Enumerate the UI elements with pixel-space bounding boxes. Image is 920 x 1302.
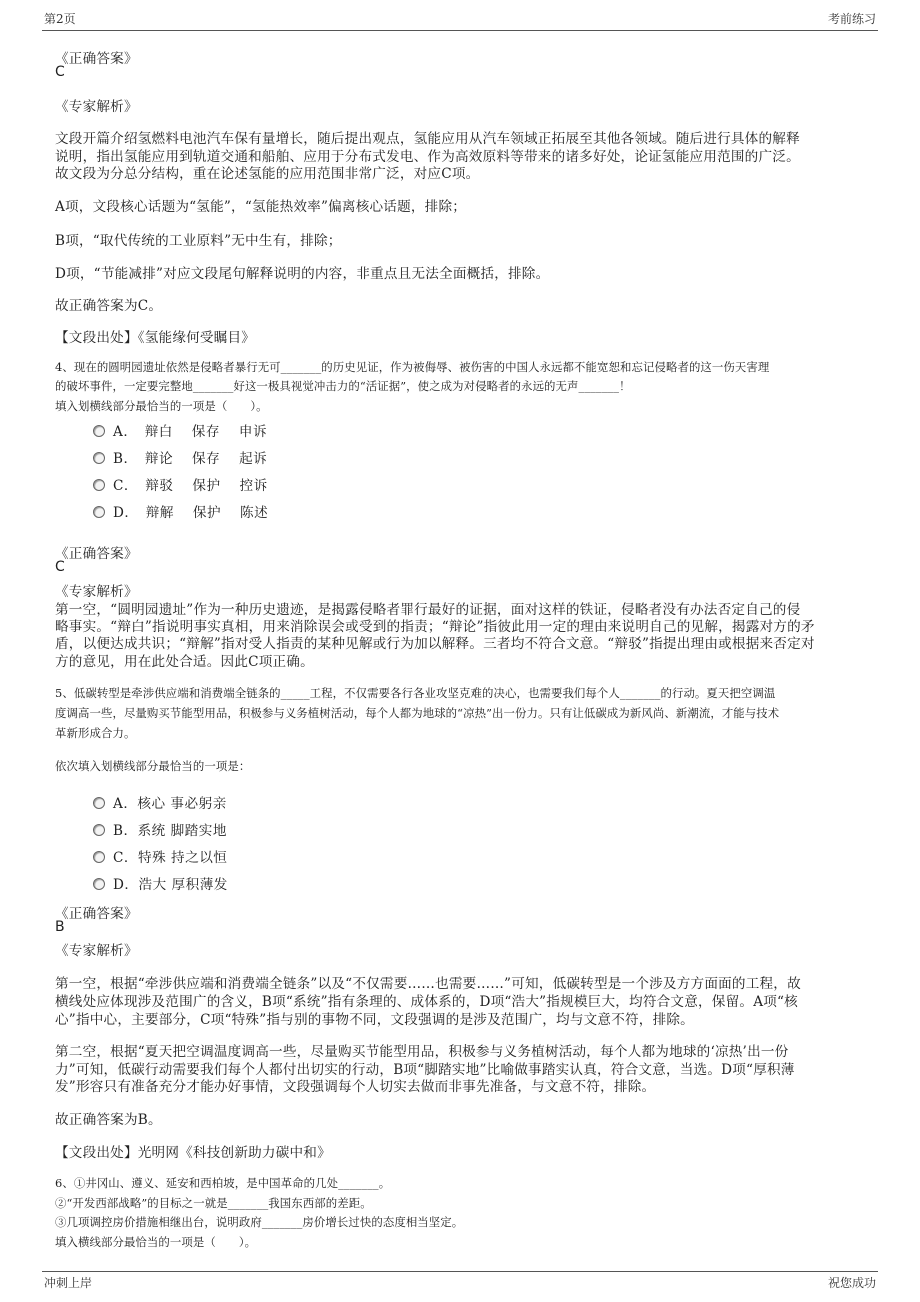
option-label: C．特殊 持之以恒 [113, 850, 228, 866]
analysis-line: A项，文段核心话题为“氢能”，“氢能热效率”偏离核心话题，排除； [55, 199, 467, 215]
analysis-line: 发”形容只有准备充分才能办好事情，文段强调每个人切实去做而非事先准备，与文意不符，排除。 [55, 1079, 656, 1095]
page-number: 第2页 [44, 12, 76, 26]
question-stem: 填入横线部分最恰当的一项是（ ）。 [55, 1235, 257, 1249]
option-c[interactable] [93, 846, 227, 866]
radio-icon[interactable] [93, 425, 105, 437]
footer-left: 冲刺上岸 [44, 1276, 93, 1290]
conclusion: 故正确答案为B。 [55, 1112, 162, 1128]
header-title: 考前练习 [827, 12, 876, 26]
option-d[interactable] [93, 501, 268, 521]
analysis-line: 第一空，“圆明园遗址”作为一种历史遗迹，是揭露侵略者罪行最好的证据，面对这样的铁证，侵略者没有办法否定自己的侵 [55, 602, 801, 618]
analysis-line: 略事实。“辩白”指说明事实真相，用来消除误会或受到的指责；“辩论”指彼此用一定的理由来说明自己的见解，揭露对方的矛 [55, 619, 815, 635]
option-a[interactable] [93, 792, 227, 812]
question-stem: 4、现在的圆明园遗址依然是侵略者暴行无可_______的历史见证，作为被侮辱、被伤害的中国人永远都不能宽恕和忘记侵略者的这一伤天害理 [55, 360, 770, 374]
expert-analysis-label: 《专家解析》 [55, 943, 138, 959]
option-label: D． 辩解 保护 陈述 [113, 505, 269, 521]
conclusion: 故正确答案为C。 [55, 298, 163, 314]
radio-icon[interactable] [93, 797, 105, 809]
expert-analysis-label: 《专家解析》 [55, 99, 138, 115]
option-label: A．核心 事必躬亲 [113, 796, 227, 812]
option-b[interactable] [93, 819, 227, 839]
question-stem: 填入划横线部分最恰当的一项是（ ）。 [55, 399, 268, 413]
question-prompt: 依次填入划横线部分最恰当的一项是： [55, 759, 251, 773]
analysis-line: 方的意见，用在此处合适。因此C项正确。 [55, 654, 314, 670]
option-label: B． 辩论 保存 起诉 [113, 451, 268, 467]
source: 【文段出处】光明网《科技创新助力碳中和》 [55, 1145, 331, 1161]
analysis-line: 说明，指出氢能应用到轨道交通和船舶、应用于分布式发电、作为高效原料等带来的诸多好处，论证氢能应用范围的广泛。 [55, 149, 800, 165]
page-footer [42, 1271, 878, 1294]
expert-analysis-label: 《专家解析》 [55, 584, 138, 600]
question-stem: 革新形成合力。 [55, 726, 136, 740]
question-stem: 6、①井冈山、遵义、延安和西柏坡，是中国革命的几处_______。 [55, 1176, 391, 1190]
analysis-line: 第二空，根据“夏天把空调温度调高一些，尽量购买节能型用品，积极参与义务植树活动，每个人都为地球的‘凉热’出一份 [55, 1044, 789, 1060]
radio-icon[interactable] [93, 452, 105, 464]
radio-icon[interactable] [93, 878, 105, 890]
analysis-line: D项，“节能减排”对应文段尾句解释说明的内容，非重点且无法全面概括，排除。 [55, 266, 550, 282]
footer-right: 祝您成功 [827, 1276, 876, 1290]
analysis-line: 横线处应体现涉及范围广的含义，B项“系统”指有条理的、成体系的，D项“浩大”指规模巨大，均符合文意，保留。A项“核 [55, 994, 798, 1010]
option-a[interactable] [93, 420, 267, 440]
option-label: A． 辩白 保存 申诉 [113, 424, 268, 440]
question-stem: ③几项调控房价措施相继出台，说明政府_______房价增长过快的态度相当坚定。 [55, 1215, 464, 1229]
analysis-line: B项，“取代传统的工业原料”无中生有，排除； [55, 233, 342, 249]
source: 【文段出处】《氢能缘何受瞩目》 [55, 330, 256, 346]
option-b[interactable] [93, 447, 267, 467]
analysis-line: 第一空，根据“牵涉供应端和消费端全链条”以及“不仅需要……也需要……”可知，低碳转型是一个涉及方方面面的工程，故 [55, 976, 801, 992]
radio-icon[interactable] [93, 851, 105, 863]
question-stem: 5、低碳转型是牵涉供应端和消费端全链条的_____工程，不仅需要各行各业攻坚克难的决心，也需要我们每个人_______的行动。夏天把空调温 [55, 686, 776, 700]
option-label: D．浩大 厚积薄发 [113, 877, 228, 893]
question-stem: 的破坏事件，一定要完整地_______好这一极具视觉冲击力的“活证据”，使之成为对侵略者的永远的无声_______！ [55, 379, 631, 393]
analysis-line: 力”可知，低碳行动需要我们每个人都付出切实的行动，B项“脚踏实地”比喻做事踏实认真，符合文意，当选。D项“厚积薄 [55, 1062, 795, 1078]
analysis-line: 故文段为分总分结构，重在论述氢能的应用范围非常广泛，对应C项。 [55, 166, 480, 182]
radio-icon[interactable] [93, 824, 105, 836]
correct-answer: B [55, 919, 65, 935]
question-stem: 度调高一些，尽量购买节能型用品，积极参与义务植树活动，每个人都为地球的“凉热”出一份力。只有让低碳成为新风尚、新潮流，才能与技术 [55, 706, 780, 720]
option-label: C． 辩驳 保护 控诉 [113, 478, 268, 494]
analysis-line: 文段开篇介绍氢燃料电池汽车保有量增长，随后提出观点，氢能应用从汽车领域正拓展至其他各领域。随后进行具体的解释 [55, 131, 800, 147]
option-c[interactable] [93, 474, 268, 494]
option-d[interactable] [93, 873, 228, 893]
question-stem: ②“开发西部战略”的目标之一就是_______我国东西部的差距。 [55, 1196, 372, 1210]
correct-answer-label: 《正确答案》 [55, 906, 138, 922]
radio-icon[interactable] [93, 479, 105, 491]
correct-answer: C [55, 559, 65, 575]
analysis-line: 盾，以便达成共识；“辩解”指对受人指责的某种见解或行为加以解释。三者均不符合文意。“辩驳”指提出理由或根据来否定对 [55, 636, 815, 652]
correct-answer: C [55, 64, 65, 80]
radio-icon[interactable] [93, 506, 105, 518]
option-label: B．系统 脚踏实地 [113, 823, 227, 839]
analysis-line: 心”指中心，主要部分，C项“特殊”指与别的事物不同，文段强调的是涉及范围广，均与文意不符，排除。 [55, 1012, 694, 1028]
page-header [42, 10, 878, 31]
correct-answer-label: 《正确答案》 [55, 51, 138, 67]
correct-answer-label: 《正确答案》 [55, 546, 138, 562]
